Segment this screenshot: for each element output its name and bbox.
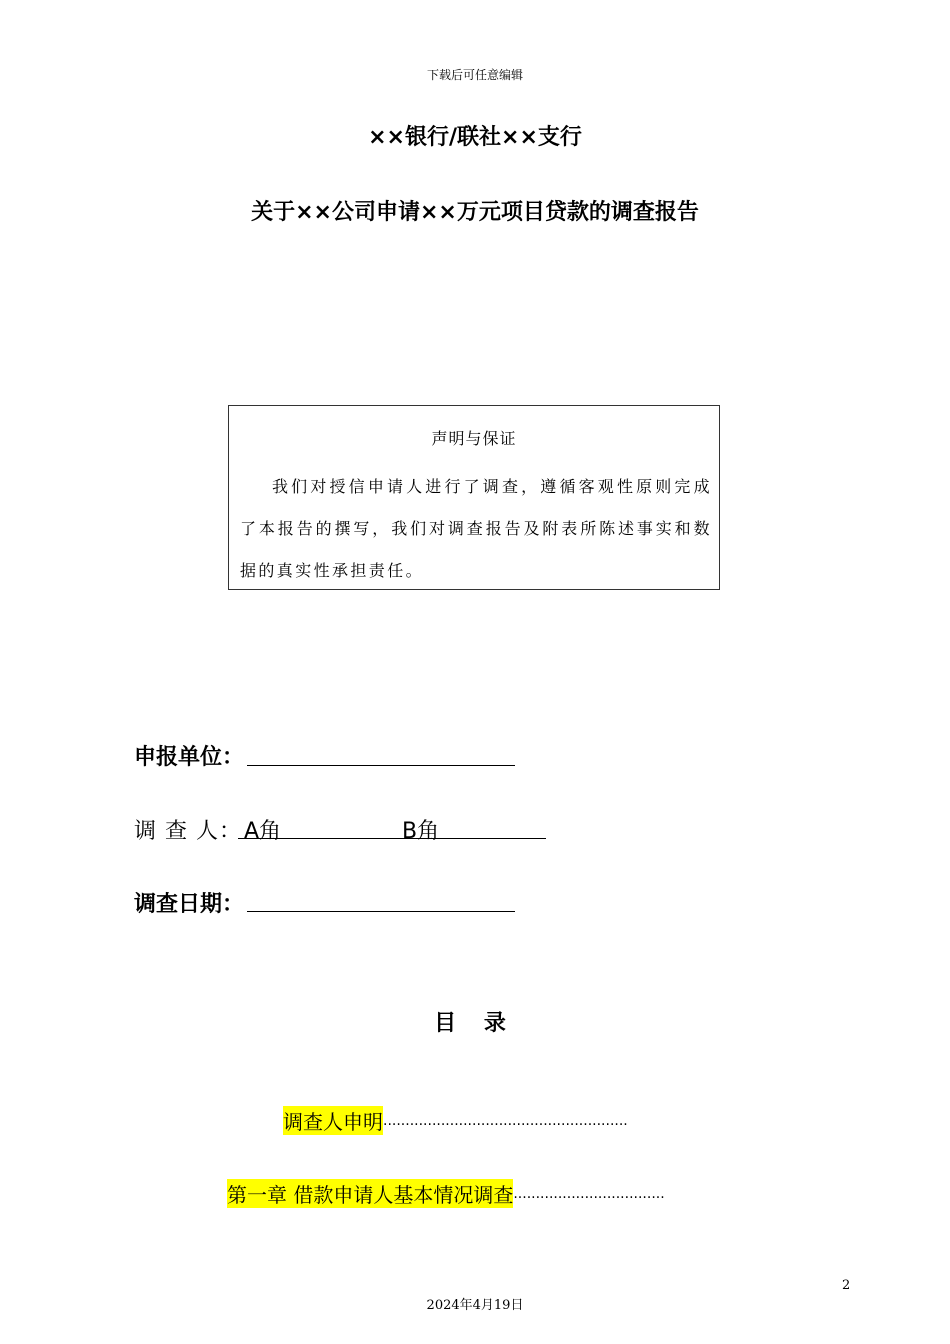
- declaration-box: [228, 405, 720, 590]
- toc-item-text: 调查人申明: [283, 1106, 383, 1135]
- toc-item-text: 第一章 借款申请人基本情况调查: [227, 1179, 513, 1208]
- toc-leader-dots: ·······················································: [383, 1117, 628, 1133]
- header-note: 下载后可任意编辑: [426, 68, 523, 82]
- toc-leader-dots: ··································: [513, 1190, 665, 1206]
- applicant-label: 申报单位：: [134, 745, 245, 770]
- investigator-b: B角: [402, 819, 440, 844]
- toc-title: 目 录: [434, 1011, 516, 1036]
- investigator-a: A角: [244, 819, 282, 844]
- investigator-label: 调 查 人：: [134, 819, 242, 844]
- footer-date: 2024年4月19日: [426, 1298, 524, 1313]
- investigator-field[interactable]: [238, 838, 546, 839]
- report-title: 关于××公司申请××万元项目贷款的调查报告: [251, 200, 699, 225]
- page-number: 2: [842, 1278, 851, 1293]
- toc-item[interactable]: [283, 1106, 628, 1135]
- toc-item[interactable]: [227, 1179, 665, 1208]
- bank-title: ××银行/联社××支行: [368, 125, 582, 150]
- date-label: 调查日期：: [134, 892, 245, 917]
- declaration-title: 声明与保证: [431, 429, 517, 448]
- applicant-field[interactable]: [247, 765, 515, 766]
- declaration-body: 我们对授信申请人进行了调查，遵循客观性原则完成了本报告的撰写，我们对调查报告及附表所陈述事实和数据的真实性承担责任。: [240, 477, 712, 580]
- date-field[interactable]: [247, 911, 515, 912]
